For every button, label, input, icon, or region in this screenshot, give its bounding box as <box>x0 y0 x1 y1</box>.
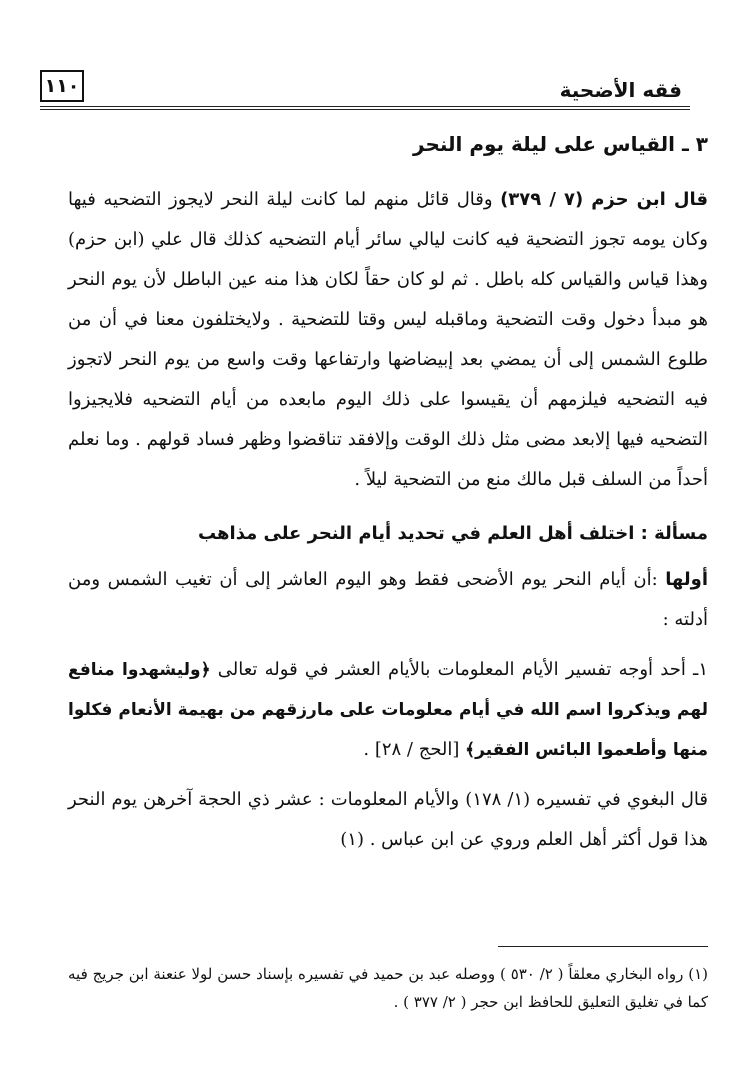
first-opinion-lead: أولها <box>665 569 708 590</box>
ibn-hazm-text: وقال قائل منهم لما كانت ليلة النحر لايجوز التضحيه فيها وكان يومه تجوز التضحية فيه كانت ليالي سائر أيام التضحيه كذلك قال علي (ابن حزم) وهذا قياس والقياس كله باطل . ثم لو كان حقاً لكان هذا منه عين الباطل لأن يوم النحر هو مبدأ دخول وقت التضحية وماقبله ليس وقتا للتضحية . ولايختلفون معنا في أن من طلوع الشمس إلى أن يمضي بعد إبيضاضها وارتفاعها وقت واسع من يوم النحر لاتجوز فيه التضحيه فيلزمهم أن يقيسوا على ذلك اليوم مابعده من أيام التضحيه فلايجيزوا التضحيه فيها إلابعد مضى مثل ذلك الوقت وإلافقد تناقضوا وظهر فساد قولهم . وما نعلم أحداً من السلف قبل مالك منع من التضحية ليلاً . <box>68 189 708 490</box>
header-rule <box>40 106 690 107</box>
evidence-prefix: ١ـ أحد أوجه تفسير الأيام المعلومات بالأيام العشر في قوله تعالى <box>217 659 708 680</box>
first-opinion-paragraph <box>68 560 708 640</box>
question-heading: مسألة : اختلف أهل العلم في تحديد أيام النحر على مذاهب <box>197 523 708 544</box>
footnote-marker: (١) <box>340 829 364 850</box>
footnote-separator <box>498 946 708 947</box>
evidence-paragraph <box>68 650 708 770</box>
page-header <box>40 75 690 112</box>
verse-reference: [الحج / ٢٨] . <box>363 739 466 760</box>
quran-verse: ﴿وليشهدوا منافع لهم ويذكروا اسم الله في أيام معلومات على مارزقهم من بهيمة الأنعام فكلوا منها وأطعموا البائس الفقير﴾ <box>68 660 708 760</box>
running-title: فقه الأضحية <box>559 78 682 102</box>
page-body <box>68 130 708 860</box>
ibn-hazm-citation: قال ابن حزم (٧ / ٣٧٩) <box>500 189 708 210</box>
baghawi-paragraph <box>68 780 708 860</box>
header-rule-double <box>40 109 690 110</box>
footnotes <box>68 960 708 1016</box>
ibn-hazm-paragraph <box>68 180 708 500</box>
footnote-item: (١) رواه البخاري معلقاً ( ٢/ ٥٣٠ ) ووصله عبد بن حميد في تفسيره بإسناد حسن لولا عنعنة ابن جريج فيه كما في تغليق التعليق للحافظ ابن حجر ( ٢/ ٣٧٧ ) . <box>68 965 708 1011</box>
page-number: ١١٠ <box>40 70 84 102</box>
baghawi-text: قال البغوي في تفسيره (١/ ١٧٨) والأيام المعلومات : عشر ذي الحجة آخرهن يوم النحر هذا قول أكثر أهل العلم وروي عن ابن عباس . <box>68 789 709 850</box>
first-opinion-text: :أن أيام النحر يوم الأضحى فقط وهو اليوم العاشر إلى أن تغيب الشمس ومن أدلته : <box>68 569 708 630</box>
section-heading: ٣ ـ القياس على ليلة يوم النحر <box>413 132 708 156</box>
